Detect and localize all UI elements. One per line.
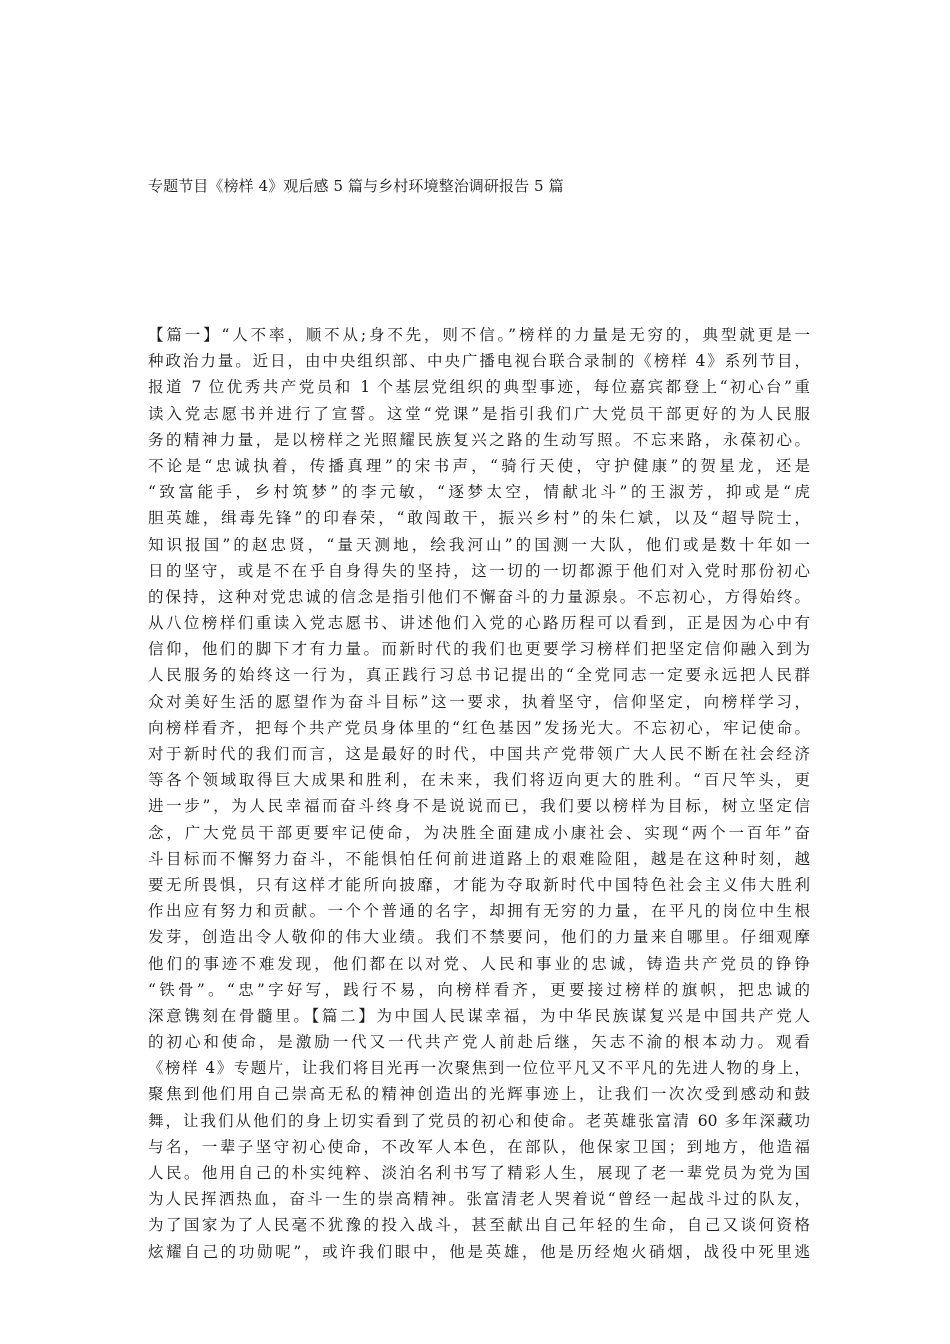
- body-line: 等各个领域取得巨大成果和胜利，在未来，我们将迈向更大的胜利。“百尺竿头，更: [148, 771, 810, 790]
- body-line: 对于新时代的我们而言，这是最好的时代，中国共产党带领广大人民不断在社会经济: [148, 745, 810, 763]
- body-line: 与名，一辈子坚守初心使命，不改军人本色，在部队，他保家卫国；到地方，他造福: [148, 1137, 810, 1156]
- body-line: 作出应有努力和贡献。一个个普通的名字，却拥有无穷的力量，在平凡的岗位中生根: [148, 902, 810, 921]
- body-line: 不论是“忠诚执着，传播真理”的宋书声，“骑行天使，守护健康”的贺星龙，还是: [148, 456, 810, 475]
- body-line: 的初心和使命，是激励一代又一代共产党人前赴后继，矢志不渝的根本动力。观看: [148, 1033, 810, 1052]
- body-line: 从八位榜样们重读入党志愿书、讲述他们入党的心路历程可以看到，正是因为心中有: [148, 614, 810, 633]
- body-line: 向榜样看齐，把每个共产党员身体里的“红色基因”发扬光大。不忘初心，牢记使命。: [148, 718, 810, 737]
- body-line: 知识报国”的赵忠贤，“量天测地，绘我河山”的国测一大队，他们或是数十年如一: [148, 535, 810, 554]
- body-line: 人民服务的始终这一行为，真正践行习总书记提出的“全党同志一定要永远把人民群: [148, 666, 810, 685]
- body-line: 为人民挥洒热血，奋斗一生的崇高精神。张富清老人哭着说“曾经一起战斗过的队友，: [148, 1190, 810, 1209]
- body-line: 人民。他用自己的朴实纯粹、淡泊名利书写了精彩人生，展现了老一辈党员为党为国: [148, 1164, 810, 1182]
- body-line: 务的精神力量，是以榜样之光照耀民族复兴之路的生动写照。不忘来路，永葆初心。: [148, 430, 810, 449]
- body-line: 的保持，这种对党忠诚的信念是指引他们不懈奋斗的力量源泉。不忘初心，方得始终。: [148, 587, 810, 606]
- body-line: 《榜样 4》专题片，让我们将目光再一次聚焦到一位位平凡又不平凡的先进人物的身上，: [148, 1059, 810, 1078]
- body-line: 舞，让我们从他们的身上切实看到了党员的初心和使命。老英雄张富清 60 多年深藏功: [148, 1111, 810, 1130]
- body-line: 进一步”，为人民幸福而奋斗终身不是说说而已，我们要以榜样为目标，树立坚定信: [148, 797, 810, 816]
- body-line: 他们的事迹不难发现，他们都在以对党、人民和事业的忠诚，铸造共产党员的铮铮: [148, 954, 810, 973]
- body-line: 炫耀自己的功勋呢”，或许我们眼中，他是英雄，他是历经炮火硝烟，战役中死里逃: [148, 1242, 810, 1261]
- body-line: 念，广大党员干部更要牢记使命，为决胜全面建成小康社会、实现“两个一百年”奋: [148, 823, 810, 842]
- body-line: 聚焦到他们用自己崇高无私的精神创造出的光辉事迹上，让我们一次次受到感动和鼓: [148, 1085, 810, 1104]
- body-line: “铁骨”。“忠”字好写，践行不易，向榜样看齐，更要接过榜样的旗帜，把忠诚的: [148, 980, 810, 999]
- body-line: 深意镌刻在骨髓里。【篇二】为中国人民谋幸福，为中华民族谋复兴是中国共产党人: [148, 1006, 810, 1025]
- body-line: 斗目标而不懈努力奋斗，不能惧怕任何前进道路上的艰难险阻，越是在这种时刻，越: [148, 849, 810, 868]
- body-line: “致富能手，乡村筑梦”的李元敏，“逐梦太空，情献北斗”的王淑芳，抑或是“虎: [148, 483, 810, 502]
- body-line: 种政治力量。近日，由中央组织部、中央广播电视台联合录制的《榜样 4》系列节目，: [148, 352, 810, 371]
- document-title: 专题节目《榜样 4》观后感 5 篇与乡村环境整治调研报告 5 篇: [148, 177, 564, 195]
- body-line: 要无所畏惧，只有这样才能所向披靡，才能为夺取新时代中国特色社会主义伟大胜利: [148, 875, 810, 894]
- body-line: 胆英雄，缉毒先锋”的印春荣，“敢闯敢干，振兴乡村”的朱仁斌，以及“超导院士，: [148, 509, 810, 528]
- body-line: 日的坚守，或是不在乎自身得失的坚持，这一切的一切都源于他们对入党时那份初心: [148, 561, 810, 580]
- body-line: 发芽，创造出令人敬仰的伟大业绩。我们不禁要问，他们的力量来自哪里。仔细观摩: [148, 928, 810, 947]
- body-line: 【篇一】“人不率，顺不从;身不先，则不信。”榜样的力量是无穷的，典型就更是一: [148, 326, 810, 344]
- document-body: [148, 322, 810, 1265]
- body-line: 为了国家为了人民毫不犹豫的投入战斗，甚至献出自己年轻的生命，自己又谈何资格: [148, 1216, 810, 1235]
- body-line: 信仰，他们的脚下才有力量。而新时代的我们也更要学习榜样们把坚定信仰融入到为: [148, 640, 810, 659]
- body-line: 读入党志愿书并进行了宣誓。这堂“党课”是指引我们广大党员干部更好的为人民服: [148, 404, 810, 423]
- body-line: 众对美好生活的愿望作为奋斗目标”这一要求，执着坚守，信仰坚定，向榜样学习，: [148, 692, 810, 711]
- body-line: 报道 7 位优秀共产党员和 1 个基层党组织的典型事迹，每位嘉宾都登上“初心台”重: [148, 378, 810, 397]
